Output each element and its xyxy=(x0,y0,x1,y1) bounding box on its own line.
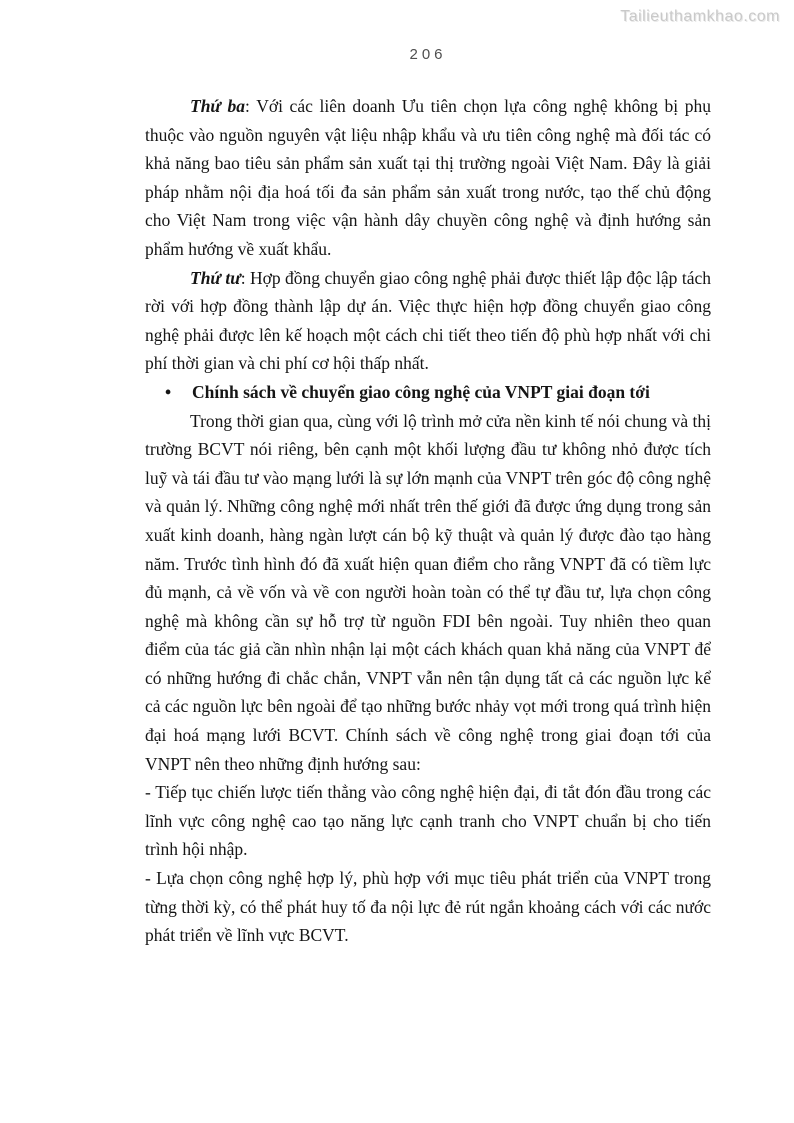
dash-item-1 xyxy=(145,778,711,864)
dash-item-2-text: - Lựa chọn công nghệ hợp lý, phù hợp với mục tiêu phát triển của VNPT trong từng thời kỳ, có thể phát huy tố đa nội lực đẻ rút ngắn khoảng cách với các nước phát triển về lĩnh vực BCVT. xyxy=(145,868,711,946)
dash-item-1-text: - Tiếp tục chiến lược tiến thẳng vào công nghệ hiện đại, đi tắt đón đầu trong các lĩnh vực công nghệ cao tạo năng lực cạnh tranh cho VNPT chuẩn bị cho tiến trình hội nhập. xyxy=(145,782,711,860)
paragraph-main xyxy=(145,407,711,779)
paragraph-text-thu-tu: : Hợp đồng chuyển giao công nghệ phải được thiết lập độc lập tách rời với hợp đồng thành lập dự án. Việc thực hiện hợp đồng chuyển giao công nghệ phải được lên kế hoạch một cách chi tiết theo tiến độ phù hợp nhất với chi phí thời gian và chi phí cơ hội thấp nhất. xyxy=(145,267,711,374)
paragraph-lead-thu-tu: Thứ tư xyxy=(190,267,241,288)
paragraph-thu-tu xyxy=(145,264,711,378)
watermark-text: Tailieuthamkhao.com xyxy=(620,8,780,25)
bullet-heading-text: Chính sách về chuyển giao công nghệ của VNPT giai đoạn tới xyxy=(192,381,650,402)
dash-item-2 xyxy=(145,864,711,950)
page-number: 206 xyxy=(409,46,447,63)
paragraph-lead-thu-ba: Thứ ba xyxy=(190,96,246,116)
bullet-icon: • xyxy=(165,381,172,402)
paragraph-text-main: Trong thời gian qua, cùng với lộ trình mở cửa nền kinh tế nói chung và thị trường BCVT nói riêng, bên cạnh một khối lượng đầu tư không nhỏ được tích luỹ và tái đầu tư vào mạng lưới là sự lớn mạnh của VNPT trên góc độ công nghệ và quản lý. Những công nghệ mới nhất trên thế giới đã được ứng dụng trong sản xuất kinh doanh, hàng ngàn lượt cán bộ kỹ thuật và quản lý được đào tạo hàng năm. Trước tình hình đó đã xuất hiện quan điểm cho rằng VNPT đã có tiềm lực đủ mạnh, cả về vốn và về con người hoàn toàn có thể tự đầu tư, lựa chọn công nghệ mà không cần sự hỗ trợ từ nguồn FDI bên ngoài. Tuy nhiên theo quan điểm của tác giả cần nhìn nhận lại một cách khách quan khả năng của VNPT để có những hướng đi chắc chắn, VNPT vẫn nên tận dụng tất cả các nguồn lực kể cả các nguồn lực bên ngoài để tạo những bước nhảy vọt mới trong quá trình hiện đại hoá mạng lưới BCVT. Chính sách về công nghệ trong giai đoạn tới của VNPT nên theo những định hướng sau: xyxy=(145,410,711,774)
paragraph-text-thu-ba: : Với các liên doanh Ưu tiên chọn lựa công nghệ không bị phụ thuộc vào nguồn nguyên vật liệu nhập khẩu và ưu tiên công nghệ mà đối tác có khả năng bao tiêu sản phẩm sản xuất tại thị trường ngoài Việt Nam. Đây là giải pháp nhằm nội địa hoá tối đa sản phẩm sản xuất trong nước, tạo thế chủ động cho Việt Nam trong việc vận hành dây chuyền công nghệ và định hướng sản phẩm hướng về xuất khẩu. xyxy=(145,96,711,259)
bullet-heading xyxy=(145,378,711,407)
paragraph-thu-ba xyxy=(145,92,711,264)
document-body xyxy=(145,92,711,950)
